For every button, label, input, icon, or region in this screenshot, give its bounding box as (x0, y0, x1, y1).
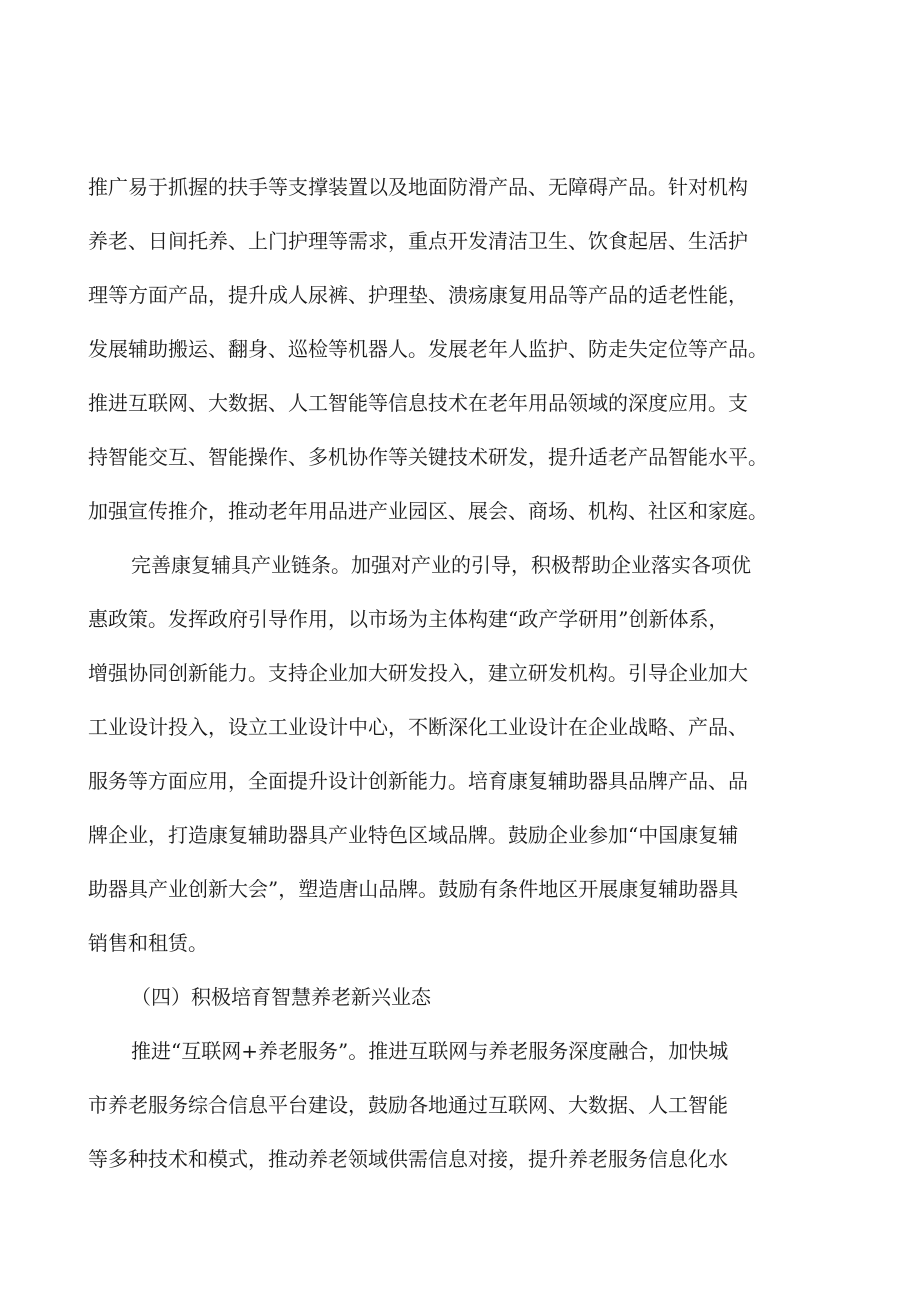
paragraph-2-line-1: 完善康复辅具产业链条。加强对产业的引导，积极帮助企业落实各项优 (131, 553, 751, 577)
paragraph-1-line-6: 持智能交互、智能操作、多机协作等关键技术研发，提升适老产品智能水平。 (88, 445, 768, 469)
paragraph-1-line-4: 发展辅助搬运、翻身、巡检等机器人。发展老年人监护、防走失定位等产品。 (88, 337, 768, 361)
paragraph-3-line-1: 推进“互联网+养老服务”。推进互联网与养老服务深度融合，加快城 (131, 1039, 729, 1063)
paragraph-2-line-4: 工业设计投入，设立工业设计中心，不断深化工业设计在企业战略、产品、 (88, 715, 748, 739)
section-heading: （四）积极培育智慧养老新兴业态 (131, 985, 431, 1009)
paragraph-2-line-6: 牌企业，打造康复辅助器具产业特色区域品牌。鼓励企业参加“中国康复辅 (88, 823, 739, 847)
paragraph-2-line-7: 助器具产业创新大会”，塑造唐山品牌。鼓励有条件地区开展康复辅助器具 (88, 877, 739, 901)
paragraph-2-line-8: 销售和租赁。 (88, 931, 208, 955)
paragraph-2-line-3: 增强协同创新能力。支持企业加大研发投入，建立研发机构。引导企业加大 (88, 661, 748, 685)
paragraph-1-line-2: 养老、日间托养、上门护理等需求，重点开发清洁卫生、饮食起居、生活护 (88, 229, 748, 253)
paragraph-1-line-1: 推广易于抓握的扶手等支撑装置以及地面防滑产品、无障碍产品。针对机构 (88, 175, 748, 199)
paragraph-3-line-2: 市养老服务综合信息平台建设，鼓励各地通过互联网、大数据、人工智能 (88, 1093, 728, 1117)
paragraph-1-line-5: 推进互联网、大数据、人工智能等信息技术在老年用品领域的深度应用。支 (88, 391, 748, 415)
paragraph-2-line-2: 惠政策。发挥政府引导作用，以市场为主体构建“政产学研用”创新体系， (88, 607, 729, 631)
paragraph-1-line-3: 理等方面产品，提升成人尿裤、护理垫、溃疡康复用品等产品的适老性能， (88, 283, 748, 307)
paragraph-1-line-7: 加强宣传推介，推动老年用品进产业园区、展会、商场、机构、社区和家庭。 (88, 499, 768, 523)
paragraph-2-line-5: 服务等方面应用，全面提升设计创新能力。培育康复辅助器具品牌产品、品 (88, 769, 748, 793)
paragraph-3-line-3: 等多种技术和模式，推动养老领域供需信息对接，提升养老服务信息化水 (88, 1147, 728, 1171)
